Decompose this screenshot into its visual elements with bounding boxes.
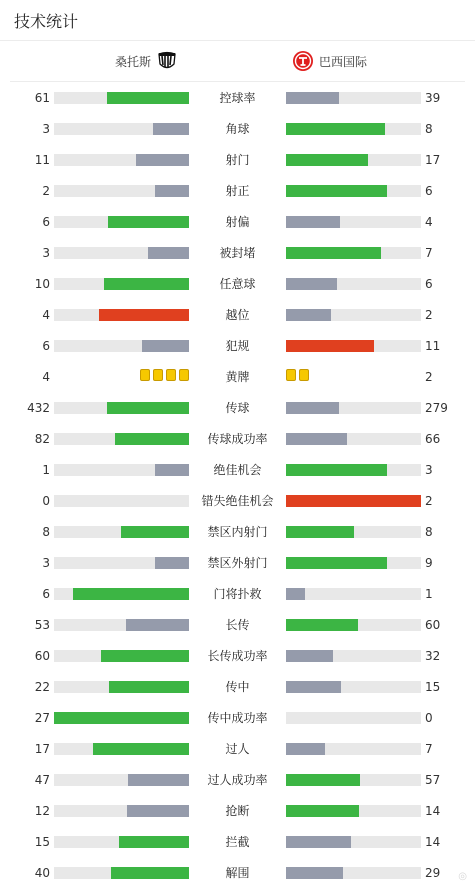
home-stat-bar-fill [111,867,189,879]
yellow-card-icon [179,369,189,381]
stat-row [0,330,475,361]
away-stat-bar [286,619,421,631]
home-stat-value: 10 [34,277,50,291]
away-stat-bar [286,650,421,662]
stat-label: 射正 [225,184,250,198]
away-stat-bar [286,154,421,166]
stat-label: 越位 [225,308,250,322]
home-stat-bar [54,154,189,166]
away-stat-bar [286,309,421,321]
watermark: ◎ [458,871,467,882]
home-stat-value: 6 [42,215,50,229]
away-stat-bar-fill [286,464,387,476]
away-stat-value: 2 [425,370,433,384]
home-stat-bar-fill [142,340,189,352]
stat-row [0,640,475,671]
home-stat-value: 60 [34,649,50,663]
home-stat-bar [54,712,189,724]
away-stat-bar-fill [286,247,381,259]
stat-label: 禁区外射门 [207,556,268,570]
home-stat-value: 3 [42,556,50,570]
home-stat-value: 47 [34,773,50,787]
away-stat-bar-fill [286,309,331,321]
stat-label: 传球成功率 [207,432,268,446]
stat-row [0,485,475,516]
stat-row [0,113,475,144]
home-stat-value: 2 [42,184,50,198]
home-stat-value: 12 [34,804,50,818]
home-stat-bar-fill [148,247,189,259]
home-yellow-cards [140,369,189,381]
away-stat-bar [286,185,421,197]
home-stat-bar-fill [121,526,189,538]
yellow-card-icon [140,369,150,381]
away-stat-value: 29 [425,866,441,880]
stats-list [0,82,475,888]
stat-row [0,671,475,702]
stat-row [0,702,475,733]
away-stat-value: 8 [425,525,433,539]
stat-label: 禁区内射门 [207,525,268,539]
stat-label: 射门 [225,153,250,167]
home-stat-value: 22 [34,680,50,694]
away-stat-value: 11 [425,339,441,353]
stat-label: 被封堵 [219,246,256,260]
away-stat-bar [286,681,421,693]
stat-row [0,423,475,454]
stat-row [0,82,475,113]
yellow-card-icon [299,369,309,381]
home-stat-bar-fill [93,743,189,755]
home-stat-bar-fill [128,774,189,786]
away-stat-bar-fill [286,278,337,290]
stat-label: 传球 [225,401,250,415]
stat-row [0,144,475,175]
home-stat-value: 17 [34,742,50,756]
away-stat-value: 9 [425,556,433,570]
home-stat-bar [54,743,189,755]
away-stat-value: 2 [425,308,433,322]
stats-header [0,0,475,41]
away-stat-value: 60 [425,618,441,632]
away-stat-bar [286,402,421,414]
home-stat-value: 61 [34,91,50,105]
away-stat-bar-fill [286,402,339,414]
away-stat-bar [286,340,421,352]
home-stat-bar [54,681,189,693]
home-stat-value: 27 [34,711,50,725]
home-stat-value: 0 [42,494,50,508]
stat-row [0,826,475,857]
home-stat-bar [54,836,189,848]
home-stat-bar [54,309,189,321]
home-stat-bar [54,557,189,569]
stat-label: 犯规 [225,339,250,353]
away-stat-bar [286,774,421,786]
stat-label: 拦截 [225,835,250,849]
away-stat-bar-fill [286,92,339,104]
away-stat-value: 8 [425,122,433,136]
away-stat-bar-fill [286,340,374,352]
stat-row [0,175,475,206]
away-stat-value: 6 [425,277,433,291]
home-stat-bar-fill [115,433,189,445]
away-stat-value: 279 [425,401,448,415]
away-stat-bar [286,867,421,879]
home-stat-bar-fill [108,216,189,228]
away-stat-bar-fill [286,154,368,166]
stat-row [0,764,475,795]
stat-row [0,795,475,826]
away-stat-bar [286,805,421,817]
home-stat-bar-fill [136,154,189,166]
away-stat-value: 17 [425,153,441,167]
away-yellow-cards [286,369,309,381]
away-stat-value: 15 [425,680,441,694]
away-stat-value: 6 [425,184,433,198]
home-stat-bar [54,433,189,445]
away-stat-bar [286,278,421,290]
away-stat-bar [286,712,421,724]
stat-row [0,578,475,609]
home-stat-bar-fill [54,712,189,724]
home-stat-bar-fill [104,278,189,290]
away-stat-value: 39 [425,91,441,105]
home-stat-bar [54,464,189,476]
stat-label: 控球率 [219,91,256,105]
home-stat-bar-fill [153,123,189,135]
stat-label: 传中 [225,680,250,694]
stat-label: 绝佳机会 [213,463,262,477]
away-stat-bar-fill [286,185,387,197]
away-stat-value: 7 [425,742,433,756]
home-stat-value: 3 [42,122,50,136]
stat-row [0,268,475,299]
away-stat-bar [286,92,421,104]
stat-label: 传中成功率 [207,711,268,725]
home-stat-value: 3 [42,246,50,260]
stat-label: 错失绝佳机会 [201,494,274,508]
stat-label: 解围 [225,866,250,880]
home-stat-value: 1 [42,463,50,477]
home-stat-bar [54,774,189,786]
away-stat-bar [286,588,421,600]
stat-label: 长传 [225,618,250,632]
yellow-card-icon [153,369,163,381]
home-stat-value: 6 [42,587,50,601]
stat-row [0,361,475,392]
away-stat-value: 4 [425,215,433,229]
home-stat-bar [54,340,189,352]
stat-label: 角球 [225,122,250,136]
santos-crest-icon [156,50,178,72]
home-stat-bar [54,123,189,135]
home-stat-bar [54,867,189,879]
stat-row [0,857,475,888]
away-stat-bar [286,247,421,259]
home-stat-value: 8 [42,525,50,539]
away-team[interactable] [292,41,367,81]
away-stat-bar-fill [286,774,360,786]
home-stat-bar-fill [119,836,189,848]
away-stat-bar-fill [286,557,387,569]
stat-label: 长传成功率 [207,649,268,663]
away-stat-bar-fill [286,867,343,879]
away-stat-bar-fill [286,588,305,600]
home-stat-bar [54,805,189,817]
team-header [10,41,465,82]
away-stat-value: 57 [425,773,441,787]
stat-label: 射偏 [225,215,250,229]
away-stat-bar-fill [286,650,333,662]
stat-row [0,299,475,330]
stat-label: 抢断 [225,804,250,818]
away-stat-bar-fill [286,123,385,135]
stat-row [0,733,475,764]
home-stat-value: 53 [34,618,50,632]
home-stat-bar [54,185,189,197]
stat-row [0,516,475,547]
away-stat-value: 7 [425,246,433,260]
home-stat-bar-fill [99,309,189,321]
home-stat-bar-fill [109,681,189,693]
stat-row [0,547,475,578]
away-stat-bar [286,464,421,476]
home-stat-value: 15 [34,835,50,849]
home-team-name: 桑托斯 [114,54,151,69]
home-stat-bar [54,588,189,600]
away-stat-bar-fill [286,495,421,507]
home-stat-bar-fill [107,402,189,414]
stat-label: 黄牌 [225,370,250,384]
yellow-card-icon [166,369,176,381]
away-stat-bar-fill [286,433,347,445]
away-stat-value: 14 [425,804,441,818]
home-stat-bar [54,526,189,538]
home-stat-bar [54,402,189,414]
away-stat-bar-fill [286,526,354,538]
away-stat-value: 66 [425,432,441,446]
home-stat-value: 40 [34,866,50,880]
stat-label: 过人成功率 [207,773,268,787]
away-stat-bar-fill [286,216,340,228]
home-stat-value: 4 [42,308,50,322]
away-stat-bar [286,123,421,135]
away-stat-bar [286,836,421,848]
home-stat-value: 82 [34,432,50,446]
away-stat-bar [286,216,421,228]
home-stat-bar-fill [155,464,189,476]
home-stat-bar-fill [155,557,189,569]
away-team-name: 巴西国际 [319,54,368,69]
away-stat-value: 14 [425,835,441,849]
away-stat-bar-fill [286,619,358,631]
away-stat-value: 0 [425,711,433,725]
home-stat-value: 6 [42,339,50,353]
internacional-crest-icon [292,50,314,72]
away-stat-bar-fill [286,743,325,755]
away-stat-bar-fill [286,805,359,817]
away-stat-bar [286,526,421,538]
away-stat-value: 2 [425,494,433,508]
away-stat-bar [286,495,421,507]
away-stat-bar [286,743,421,755]
away-stat-bar [286,433,421,445]
away-stat-value: 3 [425,463,433,477]
stat-row [0,392,475,423]
stat-label: 任意球 [219,277,256,291]
away-stat-bar-fill [286,681,341,693]
home-stat-bar [54,216,189,228]
home-stat-bar-fill [107,92,189,104]
home-stat-bar [54,650,189,662]
home-stat-bar-fill [101,650,189,662]
stat-row [0,237,475,268]
page-title: 技术统计 [14,11,79,31]
yellow-card-icon [286,369,296,381]
home-stat-value: 4 [42,370,50,384]
stat-row [0,609,475,640]
home-stat-bar [54,247,189,259]
stat-row [0,206,475,237]
stat-label: 过人 [225,742,250,756]
away-stat-value: 1 [425,587,433,601]
away-stat-bar-fill [286,836,351,848]
home-stat-bar [54,495,189,507]
home-stat-value: 432 [27,401,50,415]
home-stat-bar [54,278,189,290]
home-stat-bar [54,619,189,631]
home-stat-bar-fill [155,185,189,197]
stat-label: 门将扑救 [213,587,262,601]
home-stat-value: 11 [34,153,50,167]
stat-row [0,454,475,485]
away-stat-value: 32 [425,649,441,663]
home-stat-bar-fill [126,619,189,631]
home-stat-bar [54,92,189,104]
home-team[interactable] [115,41,178,81]
home-stat-bar-fill [127,805,189,817]
home-stat-bar-fill [73,588,189,600]
away-stat-bar [286,557,421,569]
